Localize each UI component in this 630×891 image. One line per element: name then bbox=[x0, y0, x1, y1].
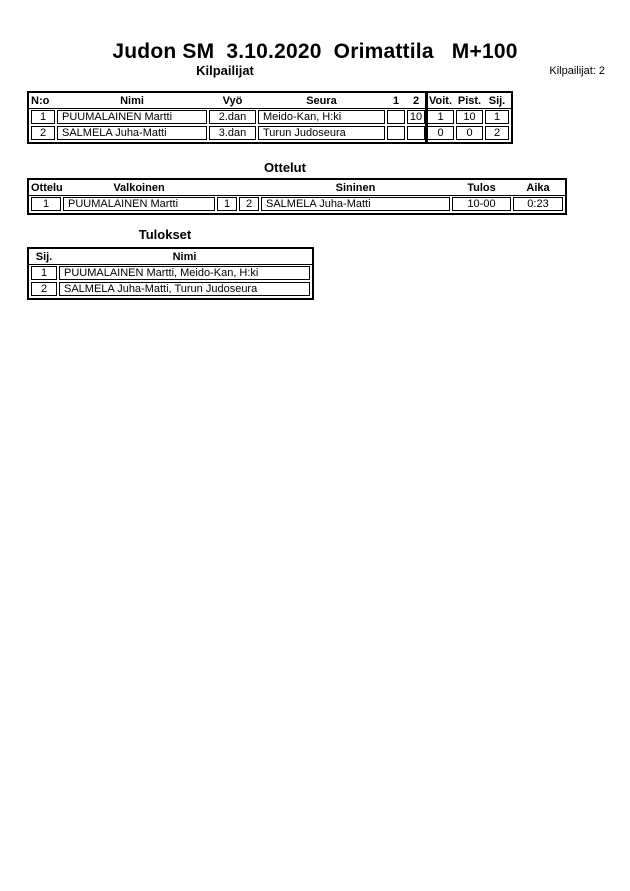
cell-time: 0:23 bbox=[513, 197, 563, 211]
column-header-time: Aika bbox=[526, 181, 550, 194]
competitors-body bbox=[29, 109, 511, 142]
cell-wins: 0 bbox=[427, 126, 454, 140]
column-header-result: Tulos bbox=[467, 181, 496, 194]
cell-name: PUUMALAINEN Martti bbox=[57, 110, 207, 124]
cell-club: Meido-Kan, H:ki bbox=[258, 110, 385, 124]
column-header-belt: Vyö bbox=[222, 94, 243, 107]
cell-round1 bbox=[387, 110, 405, 124]
cell-place: 2 bbox=[485, 126, 509, 140]
cell-points: 10 bbox=[456, 110, 483, 124]
cell-name: PUUMALAINEN Martti, Meido-Kan, H:ki bbox=[59, 266, 310, 280]
table-row bbox=[31, 266, 310, 280]
matches-body bbox=[29, 196, 565, 213]
column-header-wins: Voit. bbox=[428, 94, 452, 107]
column-header-name: Nimi bbox=[120, 94, 144, 107]
table-row bbox=[31, 126, 509, 140]
cell-belt: 2.dan bbox=[209, 110, 256, 124]
cell-points: 0 bbox=[456, 126, 483, 140]
column-header-club: Seura bbox=[306, 94, 337, 107]
cell-name: SALMELA Juha-Matti bbox=[57, 126, 207, 140]
results-table bbox=[27, 247, 314, 300]
results-body bbox=[29, 265, 312, 298]
cell-place: 1 bbox=[31, 266, 57, 280]
cell-match-no: 1 bbox=[31, 197, 61, 211]
column-header-white: Valkoinen bbox=[113, 181, 165, 194]
column-header-round1: 1 bbox=[392, 94, 400, 107]
column-header-place: Sij. bbox=[488, 94, 506, 107]
competitors-heading: Kilpailijat bbox=[196, 63, 254, 78]
cell-name: SALMELA Juha-Matti, Turun Judoseura bbox=[59, 282, 310, 296]
cell-place: 1 bbox=[485, 110, 509, 124]
matches-heading: Ottelut bbox=[264, 160, 306, 175]
column-header-blue: Sininen bbox=[335, 181, 376, 194]
column-header-place: Sij. bbox=[35, 250, 53, 263]
cell-club: Turun Judoseura bbox=[258, 126, 385, 140]
table-row bbox=[31, 110, 509, 124]
competitor-count: Kilpailijat: 2 bbox=[549, 65, 605, 77]
column-group-divider bbox=[425, 93, 428, 142]
cell-wins: 1 bbox=[427, 110, 454, 124]
table-row bbox=[31, 282, 310, 296]
cell-round2 bbox=[407, 126, 425, 140]
cell-white-no: 1 bbox=[217, 197, 237, 211]
cell-result: 10-00 bbox=[452, 197, 511, 211]
table-row bbox=[31, 197, 563, 211]
cell-round1 bbox=[387, 126, 405, 140]
cell-no: 1 bbox=[31, 110, 55, 124]
cell-white-name: PUUMALAINEN Martti bbox=[63, 197, 215, 211]
column-header-round2: 2 bbox=[412, 94, 420, 107]
cell-no: 2 bbox=[31, 126, 55, 140]
cell-place: 2 bbox=[31, 282, 57, 296]
page-title: Judon SM 3.10.2020 Orimattila M+100 bbox=[112, 40, 518, 63]
matches-header-row bbox=[29, 180, 565, 196]
results-heading: Tulokset bbox=[138, 227, 192, 242]
matches-table bbox=[27, 178, 567, 215]
column-header-match: Ottelu bbox=[31, 181, 63, 194]
competitors-table bbox=[27, 91, 513, 144]
competitors-header-row bbox=[29, 93, 511, 109]
cell-blue-name: SALMELA Juha-Matti bbox=[261, 197, 450, 211]
cell-belt: 3.dan bbox=[209, 126, 256, 140]
cell-round2: 10 bbox=[407, 110, 425, 124]
results-header-row bbox=[29, 249, 312, 265]
cell-blue-no: 2 bbox=[239, 197, 259, 211]
column-header-no: N:o bbox=[31, 94, 50, 107]
column-header-name: Nimi bbox=[172, 250, 197, 263]
column-header-points: Pist. bbox=[457, 94, 482, 107]
